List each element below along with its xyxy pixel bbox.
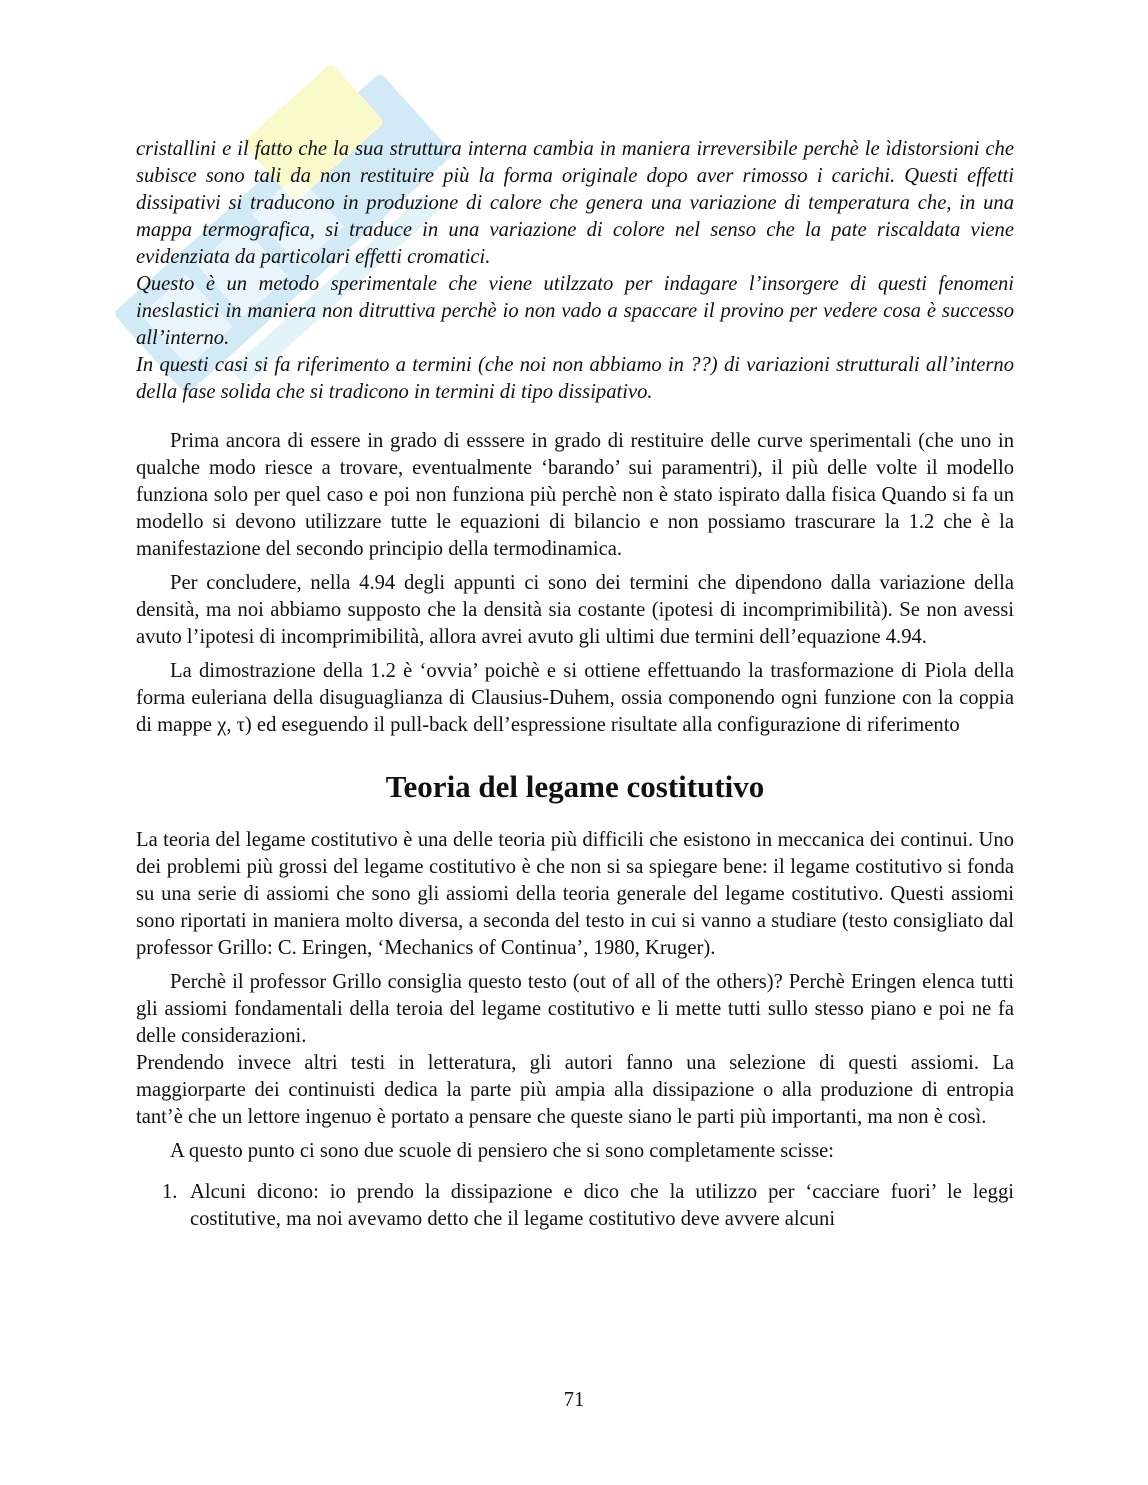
paragraph-2: Per concludere, nella 4.94 degli appunti ci sono dei termini che dipendono dalla variazione della densità, ma noi abbiamo supposto che la densità sia costante (ipotesi di incomprimibilità). Se non avessi avuto l’ipotesi di incomprimibilità, allora avrei avuto gli ultimi due termini dell’equazione 4.94. (136, 572, 1014, 648)
section-title: Teoria del legame costitutivo (385, 769, 765, 804)
section-paragraph-3: Prendendo invece altri testi in letteratura, gli autori fanno una selezione di questi assiomi. La maggiorparte dei continuisti dedica la parte più ampia alla dissipazione o alla produzione di entropia tant’è che un lettore ingenuo è portato a pensare che queste siano le parti più importanti, ma non è così. (136, 1052, 1014, 1128)
section-paragraph-1: La teoria del legame costitutivo è una delle teoria più difficili che esistono in meccanica dei continui. Uno dei problemi più grossi del legame costitutivo è che non si sa spiegare bene: il legame costitutivo si fonda su una serie di assiomi che sono gli assiomi della teoria generale del legame costitutivo. Questi assiomi sono riportati in maniera molto diversa, a seconda del testo in cui si vanno a studiare (testo consigliato dal professor Grillo: C. Eringen, ‘Mechanics of Continua’, 1980, Kruger). (136, 829, 1014, 959)
page-number: 71 (563, 1389, 585, 1411)
section-paragraph-4: A questo punto ci sono due scuole di pensiero che si sono completamente scisse: (170, 1140, 835, 1162)
document-page (136, 136, 1014, 1233)
italic-paragraph-3: In questi casi si fa riferimento a termini (che noi non abbiamo in ??) di variazioni strutturali all’interno della fase solida che si tradicono in termini di tipo dissipativo. (136, 354, 1014, 403)
section-paragraph-2: Perchè il professor Grillo consiglia questo testo (out of all of the others)? Perchè Eringen elenca tutti gli assiomi fondamentali della teroia del legame costitutivo e li mette tutti sullo stesso piano e poi ne fa delle considerazioni. (136, 971, 1014, 1047)
list-item-number: 1. (162, 1181, 178, 1203)
enumerated-list (136, 1179, 1014, 1233)
list-item-text: Alcuni dicono: io prendo la dissipazione e dico che la utilizzo per ‘cacciare fuori’ le leggi costitutive, ma noi avevamo detto che il legame costitutivo deve avvere alcuni (190, 1181, 1014, 1230)
paragraph-3: La dimostrazione della 1.2 è ‘ovvia’ poichè e si ottiene effettuando la trasformazione di Piola della forma euleriana della disuguaglianza di Clausius-Duhem, ossia componendo ogni funzione con la coppia di mappe χ, τ) ed eseguendo il pull-back dell’espressione risultate alla configurazione di riferimento (136, 660, 1014, 736)
list-item (136, 1179, 1014, 1233)
italic-paragraph-1: cristallini e il fatto che la sua struttura interna cambia in maniera irreversibile perchè le ìdistorsioni che subisce sono tali da non restituire più la forma originale dopo aver rimosso i carichi. Questi effetti dissipativi si traducono in produzione di calore che genera una variazione di temperatura che, in una mappa termografica, si traduce in una variazione di colore nel senso che la pate riscaldata viene evidenziata da particolari effetti cromatici. (136, 138, 1014, 268)
paragraph-1: Prima ancora di essere in grado di esssere in grado di restituire delle curve sperimentali (che uno in qualche modo riesce a trovare, eventualmente ‘barando’ sui paramentri), il più delle volte il modello funziona solo per quel caso e poi non funziona più perchè non è stato ispirato dalla fisica Quando si fa un modello si devono utilizzare tutte le equazioni di bilancio e non possiamo trascurare la 1.2 che è la manifestazione del secondo principio della termodinamica. (136, 430, 1014, 560)
italic-paragraph-2: Questo è un metodo sperimentale che viene utilzzato per indagare l’insorgere di questi fenomeni ineslastici in maniera non ditruttiva perchè io non vado a spaccare il provino per vedere cosa è successo all’interno. (136, 273, 1014, 349)
